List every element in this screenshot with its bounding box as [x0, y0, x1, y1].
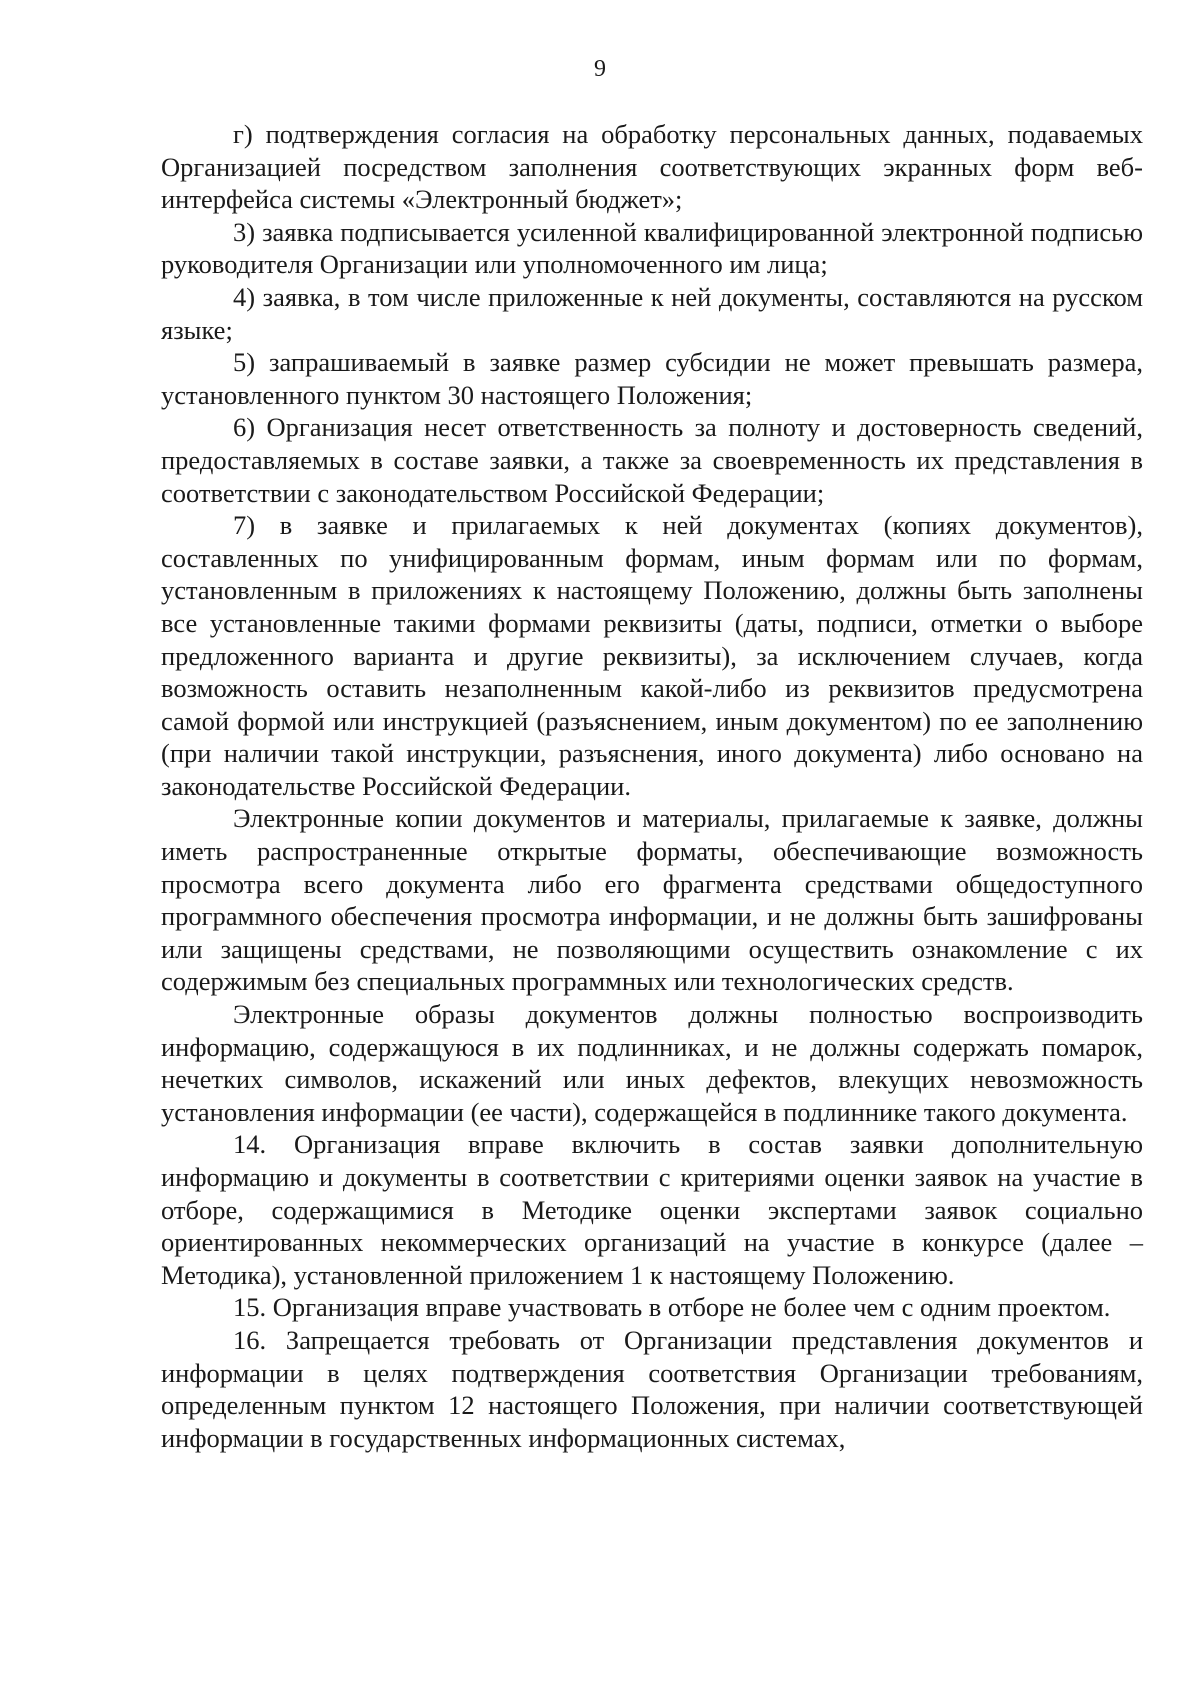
- paragraph-electronic-images: Электронные образы документов должны полностью воспроизводить информацию, содержащуюся в их подлинниках, и не должны содержать помарок, нечетких символов, искажений или иных дефектов, влекущих невозможность установления информации (ее части), содержащейся в подлиннике такого документа.: [161, 999, 1143, 1127]
- paragraph-clause-15: 15. Организация вправе участвовать в отборе не более чем с одним проектом.: [233, 1292, 1111, 1323]
- paragraph-item-4-language: 4) заявка, в том числе приложенные к ней документы, составляются на русском языке;: [161, 281, 1143, 345]
- paragraph-item-6-responsibility: 6) Организация несет ответственность за полноту и достоверность сведений, предоставляемых в составе заявки, а также за своевременность их представления в соответствии с законодательством Российской Федерации;: [161, 412, 1143, 508]
- paragraph-item-3-signature: 3) заявка подписывается усиленной квалифицированной электронной подписью руководителя Организации или уполномоченного им лица;: [161, 216, 1143, 280]
- paragraph-clause-16: 16. Запрещается требовать от Организации представления документов и информации в целях подтверждения соответствия Организации требованиям, определенным пунктом 12 настоящего Положения, при наличии соответствующей информации в государственных информационных системах,: [161, 1324, 1143, 1453]
- paragraph-clause-14: 14. Организация вправе включить в состав заявки дополнительную информацию и документы в соответствии с критериями оценки заявок на участие в отборе, содержащимися в Методике оценки экспертами заявок социально ориентированных некоммерческих организаций на участие в конкурсе (далее – Методика), установленной приложением 1 к настоящему Положению.: [161, 1129, 1143, 1290]
- page-number: 9: [594, 56, 606, 82]
- paragraph-item-5-subsidy-size: 5) запрашиваемый в заявке размер субсидии не может превышать размера, установленного пунктом 30 настоящего Положения;: [161, 347, 1143, 410]
- paragraph-electronic-copies: Электронные копии документов и материалы, прилагаемые к заявке, должны иметь распространенные открытые форматы, обеспечивающие возможность просмотра всего документа либо его фрагмента средствами общедоступного программного обеспечения просмотра информации, и не должны быть зашифрованы или защищены средствами, не позволяющими осуществить ознакомление с их содержимым без специальных программных или технологических средств.: [161, 803, 1143, 997]
- document-body: [161, 118, 1143, 1454]
- paragraph-item-7-requisites: 7) в заявке и прилагаемых к ней документах (копиях документов), составленных по унифицированным формам, иным формам или по формам, установленным в приложениях к настоящему Положению, должны быть заполнены все установленные такими формами реквизиты (даты, подписи, отметки о выборе предложенного варианта и другие реквизиты), за исключением случаев, когда возможность оставить незаполненным какой-либо из реквизитов предусмотрена самой формой или инструкцией (разъяснением, иным документом) по ее заполнению (при наличии такой инструкции, разъяснения, иного документа) либо основано на законодательстве Российской Федерации.: [161, 510, 1143, 801]
- paragraph-consent-item-g: г) подтверждения согласия на обработку персональных данных, подаваемых Организацией посредством заполнения соответствующих экранных форм веб-интерфейса системы «Электронный бюджет»;: [161, 119, 1143, 215]
